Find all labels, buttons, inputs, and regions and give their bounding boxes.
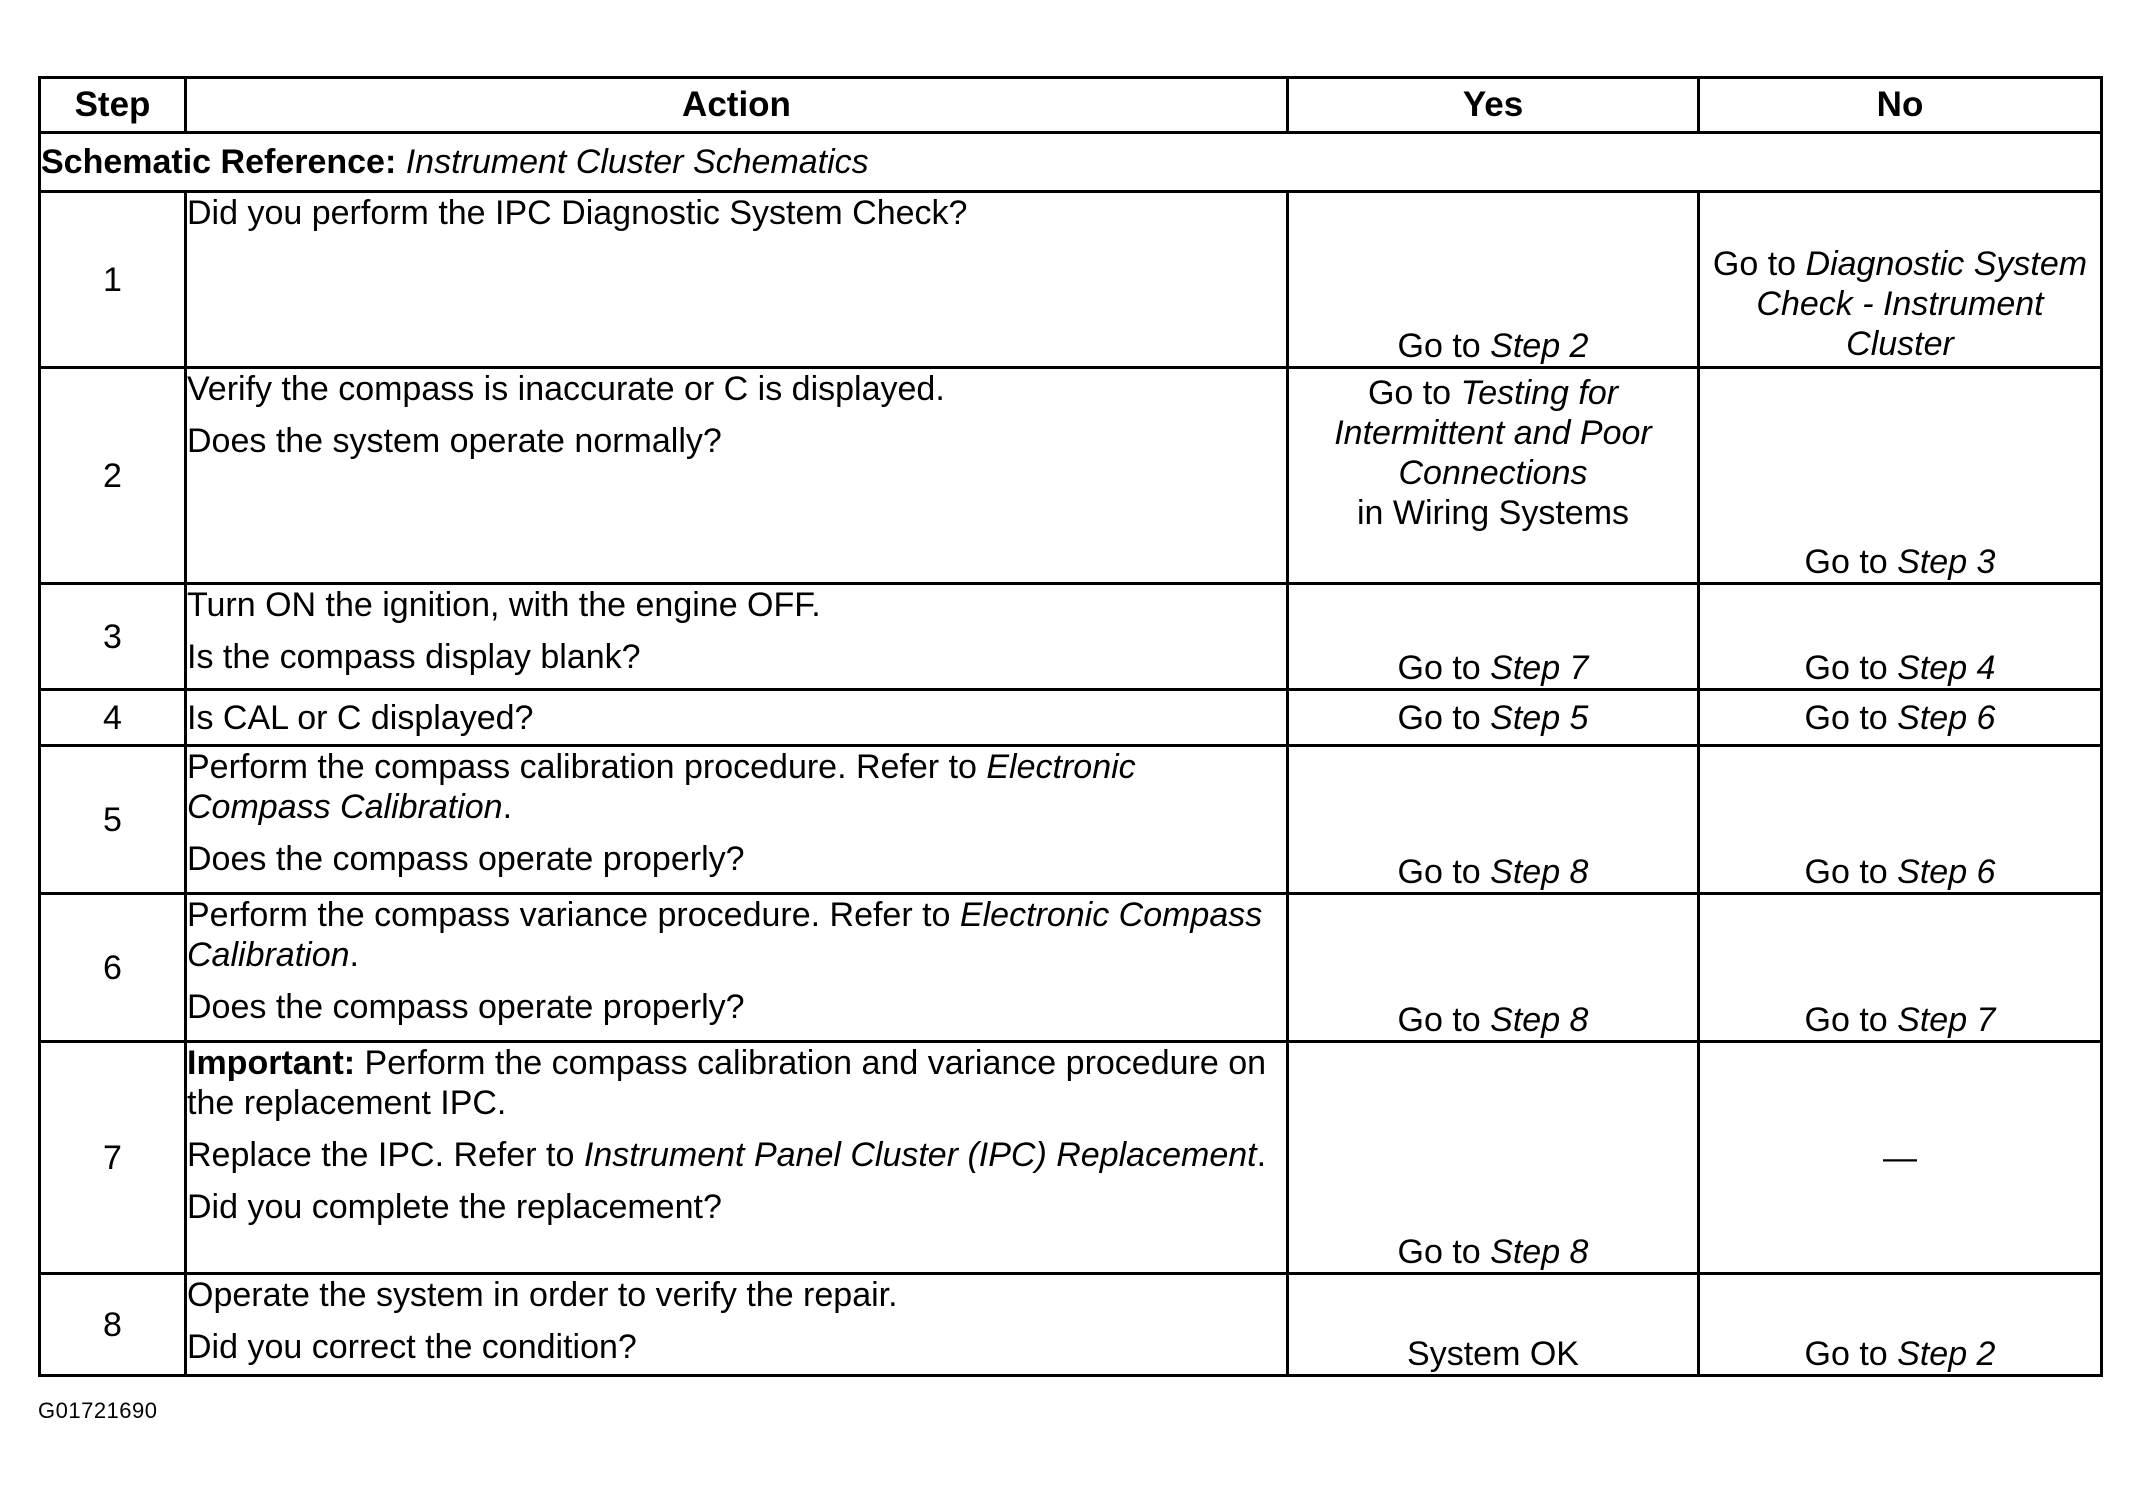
yes-outcome: [1288, 894, 1699, 1042]
step-action: [186, 690, 1288, 746]
action-question: Is the compass display blank?: [187, 638, 641, 676]
yes-step-link[interactable]: Step 5: [1490, 698, 1589, 737]
table-row: [40, 894, 2102, 1042]
action-text: Perform the compass calibration procedure. Refer to Electronic Compass Calibration.: [187, 748, 1136, 826]
important-label: Important:: [187, 1044, 356, 1082]
yes-step-link[interactable]: Step 8: [1490, 853, 1589, 891]
yes-step-link[interactable]: Step 8: [1490, 1233, 1589, 1271]
step-number: 7: [40, 1042, 186, 1274]
yes-prefix: Go to: [1397, 1001, 1481, 1039]
step-action: [186, 746, 1288, 894]
no-step-link[interactable]: Step 6: [1897, 698, 1996, 737]
yes-suffix: in Wiring Systems: [1356, 494, 1630, 532]
reference-link[interactable]: Electronic Compass Calibration: [187, 748, 1136, 826]
no-outcome: [1699, 192, 2102, 368]
step-action: [186, 1274, 1288, 1376]
action-text: Verify the compass is inaccurate or C is displayed.: [187, 370, 945, 408]
action-question: Does the compass operate properly?: [187, 988, 745, 1026]
figure-id: G01721690: [38, 1398, 158, 1423]
no-prefix: Go to: [1804, 698, 1888, 737]
step-action: [186, 192, 1288, 368]
header-action: Action: [186, 78, 1288, 133]
action-instruction: Perform the compass calibration procedure. Refer to: [187, 748, 977, 786]
diagnostic-table: [38, 76, 2103, 1377]
action-text: Replace the IPC. Refer to Instrument Panel Cluster (IPC) Replacement.: [187, 1136, 1267, 1174]
step-number: 2: [40, 368, 186, 584]
table-row: [40, 746, 2102, 894]
no-step-link[interactable]: Step 6: [1897, 853, 1996, 891]
no-outcome: [1699, 1042, 2102, 1274]
reference-link[interactable]: Instrument Panel Cluster (IPC) Replacement: [583, 1136, 1257, 1174]
action-instruction: Replace the IPC. Refer to: [187, 1136, 575, 1174]
no-step-link[interactable]: Step 3: [1897, 543, 1996, 581]
step-number: 4: [40, 690, 186, 746]
step-number: 1: [40, 192, 186, 368]
yes-prefix: Go to: [1397, 327, 1481, 365]
no-outcome: [1699, 584, 2102, 690]
yes-result: System OK: [1407, 1335, 1579, 1373]
step-number: 5: [40, 746, 186, 894]
table-row: [40, 584, 2102, 690]
schematic-reference-label: Schematic Reference:: [41, 143, 397, 181]
no-outcome: [1699, 746, 2102, 894]
yes-outcome: [1288, 746, 1699, 894]
yes-outcome: [1288, 584, 1699, 690]
no-step-link[interactable]: Step 2: [1897, 1335, 1996, 1373]
action-question: Is CAL or C displayed?: [187, 698, 534, 737]
yes-outcome: [1288, 690, 1699, 746]
action-text: Perform the compass variance procedure. Refer to Electronic Compass Calibration.: [187, 896, 1263, 974]
no-outcome: [1699, 368, 2102, 584]
step-action: [186, 368, 1288, 584]
schematic-reference-link[interactable]: Instrument Cluster Schematics: [405, 143, 869, 181]
yes-prefix: Go to: [1397, 649, 1481, 687]
yes-outcome: [1288, 192, 1699, 368]
table-row: [40, 192, 2102, 368]
table-row: [40, 368, 2102, 584]
no-step-link[interactable]: Step 7: [1897, 1001, 1996, 1039]
yes-step-link[interactable]: Step 7: [1490, 649, 1589, 687]
no-step-link[interactable]: Step 4: [1897, 649, 1996, 687]
step-number: 8: [40, 1274, 186, 1376]
action-text: Operate the system in order to verify the repair.: [187, 1276, 898, 1314]
important-text: Perform the compass calibration and variance procedure on the replacement IPC.: [187, 1044, 1267, 1122]
no-prefix: Go to: [1804, 1335, 1888, 1373]
table-row: [40, 690, 2102, 746]
important-note: [187, 1043, 1286, 1123]
step-number: 6: [40, 894, 186, 1042]
reference-link[interactable]: Electronic Compass Calibration: [187, 896, 1263, 974]
no-outcome: [1699, 1274, 2102, 1376]
yes-prefix: Go to: [1367, 374, 1452, 412]
header-yes: Yes: [1288, 78, 1699, 133]
no-prefix: Go to: [1804, 543, 1888, 581]
action-question: Does the compass operate properly?: [187, 840, 745, 878]
yes-step-link[interactable]: Step 2: [1490, 327, 1589, 365]
no-dash: —: [1883, 1138, 1917, 1177]
yes-outcome: [1288, 368, 1699, 584]
action-text: Did you perform the IPC Diagnostic System Check?: [187, 194, 968, 232]
yes-prefix: Go to: [1397, 853, 1481, 891]
yes-prefix: Go to: [1397, 1233, 1481, 1271]
action-question: Does the system operate normally?: [187, 422, 722, 460]
schematic-reference: [40, 133, 2102, 192]
no-outcome: [1699, 690, 2102, 746]
action-text: Turn ON the ignition, with the engine OFF.: [187, 586, 821, 624]
no-prefix: Go to: [1804, 649, 1888, 687]
no-outcome: [1699, 894, 2102, 1042]
no-prefix: Go to: [1712, 245, 1797, 283]
no-step-link[interactable]: Diagnostic System Check - Instrument Cluster: [1756, 245, 2088, 363]
step-action: [186, 584, 1288, 690]
no-prefix: Go to: [1804, 853, 1888, 891]
action-question: Did you correct the condition?: [187, 1328, 637, 1366]
yes-step-link[interactable]: Step 8: [1490, 1001, 1589, 1039]
step-action: [186, 894, 1288, 1042]
step-action: [186, 1042, 1288, 1274]
yes-prefix: Go to: [1397, 698, 1481, 737]
table-row: [40, 1274, 2102, 1376]
header-step: Step: [40, 78, 186, 133]
no-prefix: Go to: [1804, 1001, 1888, 1039]
table-row: [40, 1042, 2102, 1274]
schematic-reference-row: [40, 133, 2102, 192]
yes-outcome: [1288, 1042, 1699, 1274]
yes-step-link[interactable]: Testing for Intermittent and Poor Connections: [1334, 374, 1652, 492]
action-instruction: Perform the compass variance procedure. Refer to: [187, 896, 951, 934]
header-no: No: [1699, 78, 2102, 133]
action-question: Did you complete the replacement?: [187, 1188, 722, 1226]
yes-outcome: [1288, 1274, 1699, 1376]
step-number: 3: [40, 584, 186, 690]
